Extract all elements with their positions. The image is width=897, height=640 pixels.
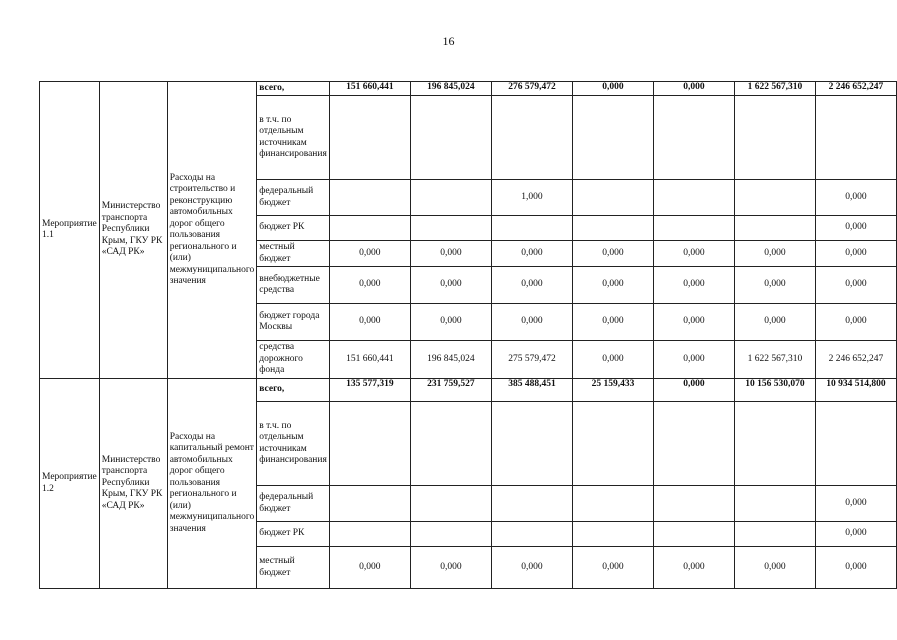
value-cell: 0,000 bbox=[815, 547, 896, 589]
source-cell: федеральный бюджет bbox=[257, 486, 330, 522]
value-cell: 0,000 bbox=[654, 547, 735, 589]
value-cell: 0,000 bbox=[572, 241, 653, 267]
value-cell bbox=[734, 96, 815, 180]
source-cell: бюджет РК bbox=[257, 216, 330, 241]
value-cell bbox=[572, 216, 653, 241]
value-cell: 0,000 bbox=[654, 82, 735, 96]
value-cell: 0,000 bbox=[329, 547, 410, 589]
value-cell bbox=[410, 180, 491, 216]
source-cell: всего, bbox=[257, 379, 330, 402]
value-cell: 276 579,472 bbox=[491, 82, 572, 96]
value-cell bbox=[654, 216, 735, 241]
value-cell bbox=[572, 402, 653, 486]
source-cell: средства дорожного фонда bbox=[257, 341, 330, 379]
source-cell: бюджет города Москвы bbox=[257, 304, 330, 341]
activity-name-cell: Расходы на капитальный ремонт автомобильных дорог общего пользования регионального и (или) межмуниципального значения bbox=[167, 379, 257, 589]
value-cell: 0,000 bbox=[410, 267, 491, 304]
event-cell: Мероприятие 1.1 bbox=[40, 82, 100, 379]
value-cell: 0,000 bbox=[572, 341, 653, 379]
value-cell: 0,000 bbox=[491, 547, 572, 589]
value-cell bbox=[815, 96, 896, 180]
page-number: 16 bbox=[442, 34, 455, 48]
value-cell bbox=[410, 96, 491, 180]
activity-name-cell: Расходы на строительство и реконструкцию автомобильных дорог общего пользования регионального и (или) межмуниципального значения bbox=[167, 82, 257, 379]
value-cell: 0,000 bbox=[329, 267, 410, 304]
value-cell bbox=[654, 180, 735, 216]
value-cell bbox=[329, 402, 410, 486]
source-cell: в т.ч. по отдельным источникам финансирования bbox=[257, 96, 330, 180]
value-cell: 25 159,433 bbox=[572, 379, 653, 402]
value-cell bbox=[654, 402, 735, 486]
value-cell bbox=[734, 216, 815, 241]
source-cell: внебюджетные средства bbox=[257, 267, 330, 304]
value-cell bbox=[329, 486, 410, 522]
value-cell: 2 246 652,247 bbox=[815, 82, 896, 96]
value-cell: 0,000 bbox=[654, 379, 735, 402]
value-cell: 196 845,024 bbox=[410, 82, 491, 96]
value-cell bbox=[329, 96, 410, 180]
value-cell: 151 660,441 bbox=[329, 82, 410, 96]
budget-table bbox=[39, 81, 897, 589]
value-cell: 0,000 bbox=[734, 241, 815, 267]
value-cell bbox=[572, 486, 653, 522]
value-cell: 0,000 bbox=[815, 486, 896, 522]
value-cell: 0,000 bbox=[815, 216, 896, 241]
table-row bbox=[40, 82, 897, 96]
value-cell bbox=[654, 486, 735, 522]
value-cell: 0,000 bbox=[410, 547, 491, 589]
value-cell bbox=[329, 522, 410, 547]
value-cell: 0,000 bbox=[572, 82, 653, 96]
value-cell: 231 759,527 bbox=[410, 379, 491, 402]
table-row bbox=[40, 379, 897, 402]
value-cell: 0,000 bbox=[815, 304, 896, 341]
value-cell: 0,000 bbox=[654, 241, 735, 267]
value-cell: 1 622 567,310 bbox=[734, 341, 815, 379]
value-cell: 0,000 bbox=[815, 241, 896, 267]
value-cell: 0,000 bbox=[654, 267, 735, 304]
value-cell: 0,000 bbox=[572, 304, 653, 341]
value-cell bbox=[815, 402, 896, 486]
value-cell: 0,000 bbox=[815, 267, 896, 304]
value-cell: 0,000 bbox=[815, 522, 896, 547]
value-cell bbox=[734, 180, 815, 216]
value-cell bbox=[572, 522, 653, 547]
value-cell bbox=[329, 180, 410, 216]
value-cell: 0,000 bbox=[654, 304, 735, 341]
value-cell bbox=[491, 522, 572, 547]
value-cell: 10 934 514,800 bbox=[815, 379, 896, 402]
value-cell bbox=[410, 402, 491, 486]
value-cell: 0,000 bbox=[572, 547, 653, 589]
source-cell: бюджет РК bbox=[257, 522, 330, 547]
executor-cell: Министерство транспорта Республики Крым, ГКУ РК «САД РК» bbox=[99, 82, 167, 379]
value-cell bbox=[410, 522, 491, 547]
value-cell: 0,000 bbox=[734, 547, 815, 589]
value-cell: 196 845,024 bbox=[410, 341, 491, 379]
value-cell: 0,000 bbox=[491, 241, 572, 267]
value-cell: 0,000 bbox=[329, 241, 410, 267]
source-cell: местный бюджет bbox=[257, 547, 330, 589]
value-cell: 385 488,451 bbox=[491, 379, 572, 402]
value-cell: 0,000 bbox=[734, 267, 815, 304]
value-cell bbox=[410, 216, 491, 241]
value-cell bbox=[491, 96, 572, 180]
value-cell bbox=[734, 402, 815, 486]
value-cell: 1 622 567,310 bbox=[734, 82, 815, 96]
budget-table-body bbox=[40, 82, 897, 589]
source-cell: федеральный бюджет bbox=[257, 180, 330, 216]
value-cell: 0,000 bbox=[329, 304, 410, 341]
source-cell: в т.ч. по отдельным источникам финансирования bbox=[257, 402, 330, 486]
value-cell: 1,000 bbox=[491, 180, 572, 216]
value-cell bbox=[329, 216, 410, 241]
value-cell: 0,000 bbox=[572, 267, 653, 304]
source-cell: всего, bbox=[257, 82, 330, 96]
source-cell: местный бюджет bbox=[257, 241, 330, 267]
value-cell: 275 579,472 bbox=[491, 341, 572, 379]
value-cell bbox=[491, 216, 572, 241]
executor-cell: Министерство транспорта Республики Крым, ГКУ РК «САД РК» bbox=[99, 379, 167, 589]
value-cell: 0,000 bbox=[491, 267, 572, 304]
value-cell bbox=[734, 522, 815, 547]
value-cell bbox=[410, 486, 491, 522]
value-cell: 10 156 530,070 bbox=[734, 379, 815, 402]
value-cell bbox=[654, 522, 735, 547]
value-cell bbox=[491, 486, 572, 522]
value-cell: 0,000 bbox=[410, 241, 491, 267]
value-cell: 135 577,319 bbox=[329, 379, 410, 402]
event-cell: Мероприятие 1.2 bbox=[40, 379, 100, 589]
value-cell bbox=[491, 402, 572, 486]
value-cell: 2 246 652,247 bbox=[815, 341, 896, 379]
value-cell bbox=[572, 96, 653, 180]
value-cell: 0,000 bbox=[654, 341, 735, 379]
value-cell: 0,000 bbox=[815, 180, 896, 216]
value-cell bbox=[654, 96, 735, 180]
value-cell: 0,000 bbox=[734, 304, 815, 341]
value-cell: 151 660,441 bbox=[329, 341, 410, 379]
value-cell: 0,000 bbox=[491, 304, 572, 341]
value-cell bbox=[734, 486, 815, 522]
value-cell bbox=[572, 180, 653, 216]
value-cell: 0,000 bbox=[410, 304, 491, 341]
